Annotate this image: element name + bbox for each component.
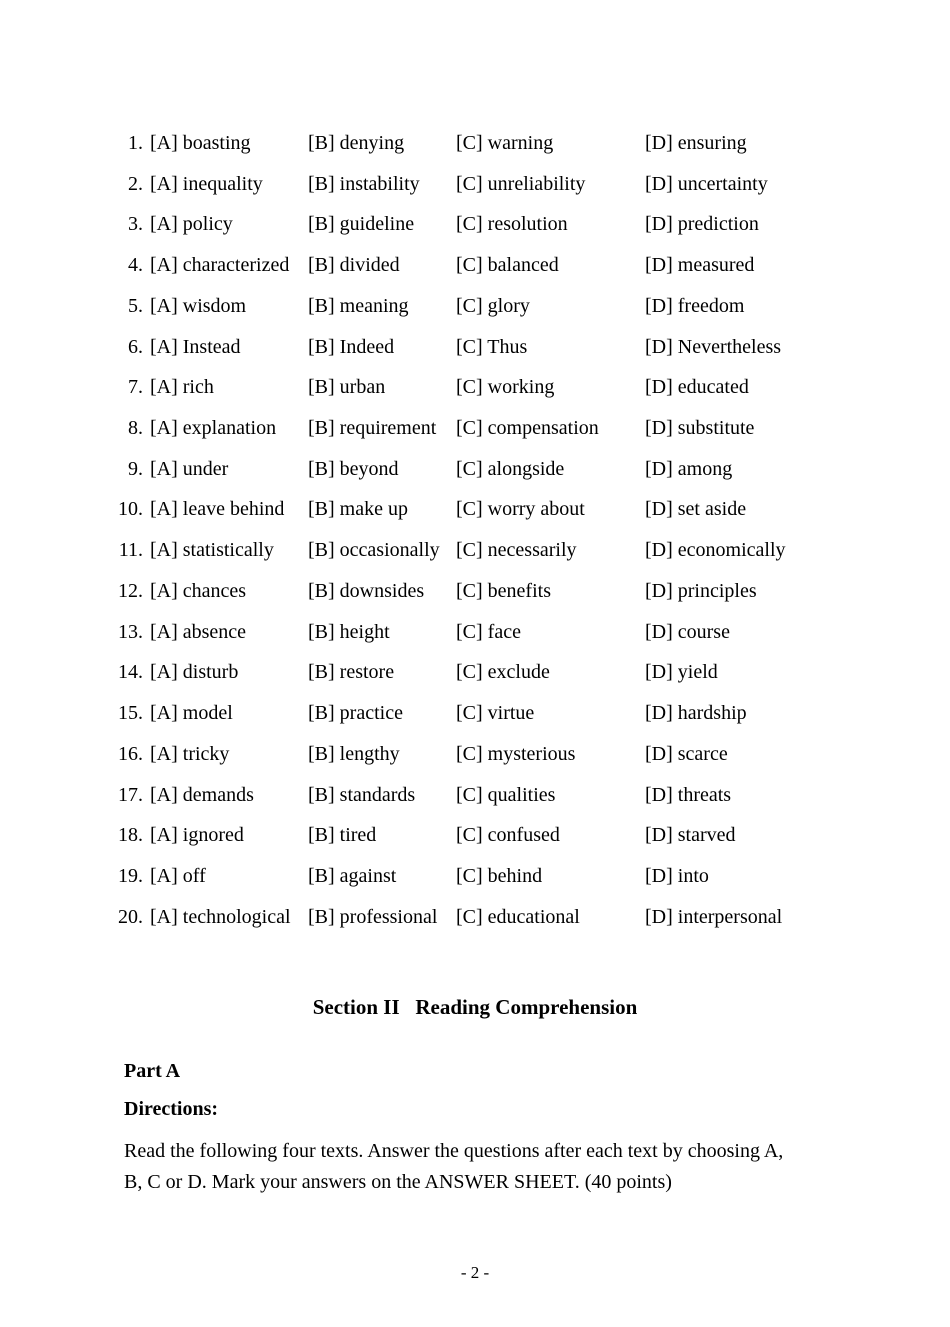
question-row	[0, 775, 950, 816]
option-b: [B] lengthy	[308, 742, 400, 765]
option-a: [A] leave behind	[150, 498, 285, 521]
question-number: 7.	[128, 376, 143, 399]
directions-text: Read the following four texts. Answer the questions after each text by choosing A, B, C or D. Mark your answers on the ANSWER SHEET. (40 points)	[124, 1140, 784, 1193]
option-d: [D] economically	[645, 539, 786, 562]
option-b: [B] instability	[308, 172, 420, 195]
question-number: 9.	[128, 457, 143, 480]
option-b: [B] tired	[308, 824, 377, 847]
option-a: [A] off	[150, 865, 206, 888]
option-c: [C] warning	[456, 131, 554, 154]
option-a: [A] boasting	[150, 131, 251, 154]
option-a: [A] policy	[150, 213, 233, 236]
question-number: 3.	[128, 213, 143, 236]
option-c: [C] qualities	[456, 783, 556, 806]
question-number: 14.	[118, 661, 143, 684]
question-row	[0, 367, 950, 408]
option-b: [B] urban	[308, 376, 386, 399]
question-number: 2.	[128, 172, 143, 195]
option-a: [A] tricky	[150, 742, 230, 765]
question-row	[0, 408, 950, 449]
directions-label: Directions:	[124, 1098, 219, 1120]
question-number: 5.	[128, 294, 143, 317]
option-c: [C] Thus	[456, 335, 528, 358]
question-number: 12.	[118, 579, 143, 602]
option-d: [D] measured	[645, 254, 755, 277]
option-a: [A] statistically	[150, 539, 274, 562]
option-d: [D] principles	[645, 579, 757, 602]
option-c: [C] alongside	[456, 457, 565, 480]
option-d: [D] among	[645, 457, 733, 480]
question-row	[0, 286, 950, 327]
question-number: 18.	[118, 824, 143, 847]
question-number: 13.	[118, 620, 143, 643]
option-d: [D] ensuring	[645, 131, 747, 154]
question-number: 10.	[118, 498, 143, 521]
question-row	[0, 693, 950, 734]
option-c: [C] mysterious	[456, 742, 576, 765]
option-b: [B] downsides	[308, 579, 425, 602]
option-b: [B] professional	[308, 905, 438, 928]
question-number: 19.	[118, 865, 143, 888]
option-c: [C] confused	[456, 824, 560, 847]
option-c: [C] balanced	[456, 254, 559, 277]
cloze-options-list	[0, 123, 950, 938]
option-a: [A] technological	[150, 905, 291, 928]
option-a: [A] model	[150, 702, 233, 725]
question-number: 4.	[128, 254, 143, 277]
option-b: [B] meaning	[308, 294, 409, 317]
option-d: [D] prediction	[645, 213, 759, 236]
question-row	[0, 815, 950, 856]
option-d: [D] starved	[645, 824, 736, 847]
option-a: [A] demands	[150, 783, 254, 806]
question-row	[0, 612, 950, 653]
option-c: [C] compensation	[456, 417, 599, 439]
option-d: [D] Nevertheless	[645, 335, 782, 358]
option-d: [D] yield	[645, 661, 718, 684]
option-c: [C] glory	[456, 294, 530, 317]
option-d: [D] uncertainty	[645, 172, 768, 195]
option-d: [D] interpersonal	[645, 905, 783, 928]
section-heading: Section II Reading Comprehension	[312, 995, 638, 1019]
question-number: 8.	[128, 417, 143, 439]
option-c: [C] behind	[456, 865, 543, 888]
question-row	[0, 530, 950, 571]
question-number: 15.	[118, 702, 143, 725]
question-row	[0, 123, 950, 164]
question-row	[0, 897, 950, 938]
option-d: [D] educated	[645, 376, 749, 399]
question-number: 20.	[118, 905, 143, 928]
question-row	[0, 327, 950, 368]
question-number: 11.	[118, 539, 143, 562]
option-c: [C] necessarily	[456, 539, 577, 562]
question-row	[0, 490, 950, 531]
option-a: [A] rich	[150, 376, 214, 399]
option-a: [A] explanation	[150, 417, 277, 439]
option-b: [B] practice	[308, 702, 403, 725]
option-b: [B] make up	[308, 498, 408, 521]
option-c: [C] unreliability	[456, 172, 586, 195]
option-a: [A] absence	[150, 620, 247, 643]
option-a: [A] ignored	[150, 824, 244, 847]
option-d: [D] course	[645, 620, 730, 643]
option-a: [A] inequality	[150, 172, 263, 195]
question-number: 17.	[118, 783, 143, 806]
option-d: [D] scarce	[645, 742, 728, 765]
page-number: - 2 -	[460, 1263, 490, 1282]
option-a: [A] chances	[150, 579, 247, 602]
option-d: [D] into	[645, 865, 709, 888]
option-a: [A] Instead	[150, 335, 241, 358]
option-b: [B] requirement	[308, 417, 437, 439]
option-b: [B] restore	[308, 661, 395, 684]
question-row	[0, 204, 950, 245]
option-b: [B] standards	[308, 783, 416, 806]
question-row	[0, 245, 950, 286]
option-c: [C] resolution	[456, 213, 568, 236]
option-b: [B] guideline	[308, 213, 415, 236]
question-number: 16.	[118, 742, 143, 765]
question-row	[0, 449, 950, 490]
option-c: [C] exclude	[456, 661, 550, 684]
option-b: [B] against	[308, 865, 397, 888]
part-a-label: Part A	[124, 1060, 181, 1082]
question-row	[0, 571, 950, 612]
option-a: [A] disturb	[150, 661, 239, 684]
option-b: [B] Indeed	[308, 335, 395, 358]
option-b: [B] height	[308, 620, 390, 643]
question-row	[0, 856, 950, 897]
option-a: [A] characterized	[150, 254, 290, 277]
question-row	[0, 734, 950, 775]
option-d: [D] substitute	[645, 417, 755, 439]
question-row	[0, 653, 950, 694]
option-c: [C] benefits	[456, 579, 551, 602]
option-a: [A] wisdom	[150, 294, 247, 317]
option-d: [D] hardship	[645, 702, 747, 725]
question-row	[0, 164, 950, 205]
question-number: 1.	[128, 131, 143, 154]
option-b: [B] occasionally	[308, 539, 440, 562]
option-a: [A] under	[150, 457, 229, 480]
option-d: [D] set aside	[645, 498, 747, 521]
option-c: [C] virtue	[456, 702, 535, 725]
option-c: [C] working	[456, 376, 555, 399]
question-number: 6.	[128, 335, 143, 358]
option-b: [B] divided	[308, 254, 400, 277]
option-c: [C] worry about	[456, 498, 585, 521]
option-c: [C] educational	[456, 905, 580, 928]
option-b: [B] beyond	[308, 457, 399, 480]
option-d: [D] freedom	[645, 294, 745, 317]
option-d: [D] threats	[645, 783, 732, 806]
option-b: [B] denying	[308, 131, 405, 154]
option-c: [C] face	[456, 620, 521, 643]
